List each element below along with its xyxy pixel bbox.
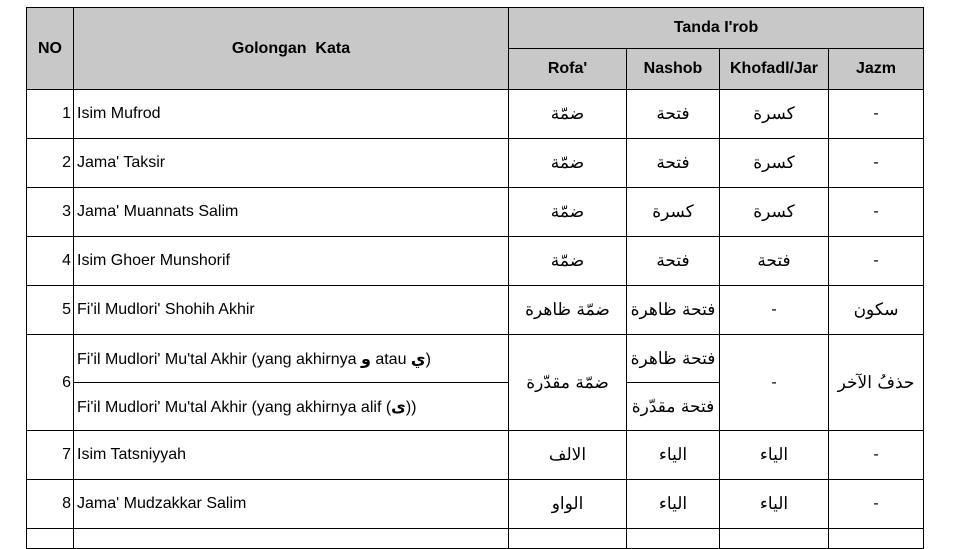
- row-number: 1: [27, 90, 74, 139]
- rofa-cell: الالف: [509, 431, 627, 480]
- header-khofadl-jar: Khofadl/Jar: [720, 49, 829, 90]
- jar-cell: -: [720, 286, 829, 335]
- jazm-cell: -: [829, 480, 924, 529]
- jar-cell: الياء: [720, 431, 829, 480]
- nashob-cell: فتحة: [627, 90, 720, 139]
- empty-cell: [509, 529, 627, 549]
- nashob-cell: الياء: [627, 480, 720, 529]
- golongan-kata-cell: [74, 383, 509, 431]
- rofa-cell: ضمّة مقدّرة: [509, 335, 627, 431]
- jar-cell: كسرة: [720, 139, 829, 188]
- empty-cell: [720, 529, 829, 549]
- golongan-kata-cell: Isim Tatsniyyah: [74, 431, 509, 480]
- jazm-cell: حذفُ الآخر: [829, 335, 924, 431]
- jar-cell: كسرة: [720, 90, 829, 139]
- kata-text: )): [405, 398, 417, 416]
- rofa-cell: ضمّة: [509, 90, 627, 139]
- table-row: [27, 139, 924, 188]
- nashob-cell: فتحة مقدّرة: [627, 383, 720, 431]
- rofa-cell: ضمّة ظاهرة: [509, 286, 627, 335]
- jazm-cell: -: [829, 188, 924, 237]
- jar-cell: كسرة: [720, 188, 829, 237]
- jazm-cell: سكون: [829, 286, 924, 335]
- golongan-kata-cell: Jama' Muannats Salim: [74, 188, 509, 237]
- jar-cell: الياء: [720, 480, 829, 529]
- empty-cell: [27, 529, 74, 549]
- rofa-cell: ضمّة: [509, 188, 627, 237]
- nashob-cell: فتحة: [627, 237, 720, 286]
- jazm-cell: -: [829, 90, 924, 139]
- arabic-letter-ya: ي: [410, 348, 426, 368]
- golongan-kata-cell: Fi'il Mudlori' Shohih Akhir: [74, 286, 509, 335]
- row-number: 6: [27, 335, 74, 431]
- golongan-kata-cell: Jama' Taksir: [74, 139, 509, 188]
- jazm-cell: -: [829, 139, 924, 188]
- empty-cell: [829, 529, 924, 549]
- table-row-cutoff: [27, 529, 924, 549]
- golongan-kata-cell: Jama' Mudzakkar Salim: [74, 480, 509, 529]
- table-row: [27, 90, 924, 139]
- nashob-cell: فتحة ظاهرة: [627, 286, 720, 335]
- header-no: NO: [27, 8, 74, 90]
- empty-cell: [74, 529, 509, 549]
- jar-cell: فتحة: [720, 237, 829, 286]
- nashob-cell: الياء: [627, 431, 720, 480]
- golongan-kata-cell: Isim Mufrod: [74, 90, 509, 139]
- golongan-kata-cell: [74, 335, 509, 383]
- table-row: [27, 431, 924, 480]
- empty-cell: [627, 529, 720, 549]
- kata-text: ): [425, 350, 431, 368]
- arabic-letter-waw: و: [360, 348, 371, 368]
- table-row: [27, 335, 924, 383]
- row-number: 4: [27, 237, 74, 286]
- row-number: 5: [27, 286, 74, 335]
- rofa-cell: الواو: [509, 480, 627, 529]
- jazm-cell: -: [829, 237, 924, 286]
- header-tanda-irob: Tanda I'rob: [509, 8, 924, 49]
- rofa-cell: ضمّة: [509, 139, 627, 188]
- nashob-cell: فتحة ظاهرة: [627, 335, 720, 383]
- table-row: [27, 480, 924, 529]
- row-number: 3: [27, 188, 74, 237]
- jazm-cell: -: [829, 431, 924, 480]
- jar-cell: -: [720, 335, 829, 431]
- row-number: 7: [27, 431, 74, 480]
- table-row: [27, 286, 924, 335]
- header-nashob: Nashob: [627, 49, 720, 90]
- table-row: [27, 188, 924, 237]
- table-row: [27, 237, 924, 286]
- header-jazm: Jazm: [829, 49, 924, 90]
- nashob-cell: فتحة: [627, 139, 720, 188]
- kata-text: atau: [370, 350, 411, 368]
- header-golongan-kata: Golongan Kata: [74, 8, 509, 90]
- arabic-letter-alif-maqsura: ى: [391, 396, 406, 416]
- header-rofa: Rofa': [509, 49, 627, 90]
- rofa-cell: ضمّة: [509, 237, 627, 286]
- nashob-cell: كسرة: [627, 188, 720, 237]
- row-number: 8: [27, 480, 74, 529]
- golongan-kata-cell: Isim Ghoer Munshorif: [74, 237, 509, 286]
- irob-table: [26, 7, 924, 549]
- kata-text: Fi'il Mudlori' Mu'tal Akhir (yang akhirnya: [77, 350, 361, 368]
- kata-text: Fi'il Mudlori' Mu'tal Akhir (yang akhirnya alif (: [77, 398, 392, 416]
- row-number: 2: [27, 139, 74, 188]
